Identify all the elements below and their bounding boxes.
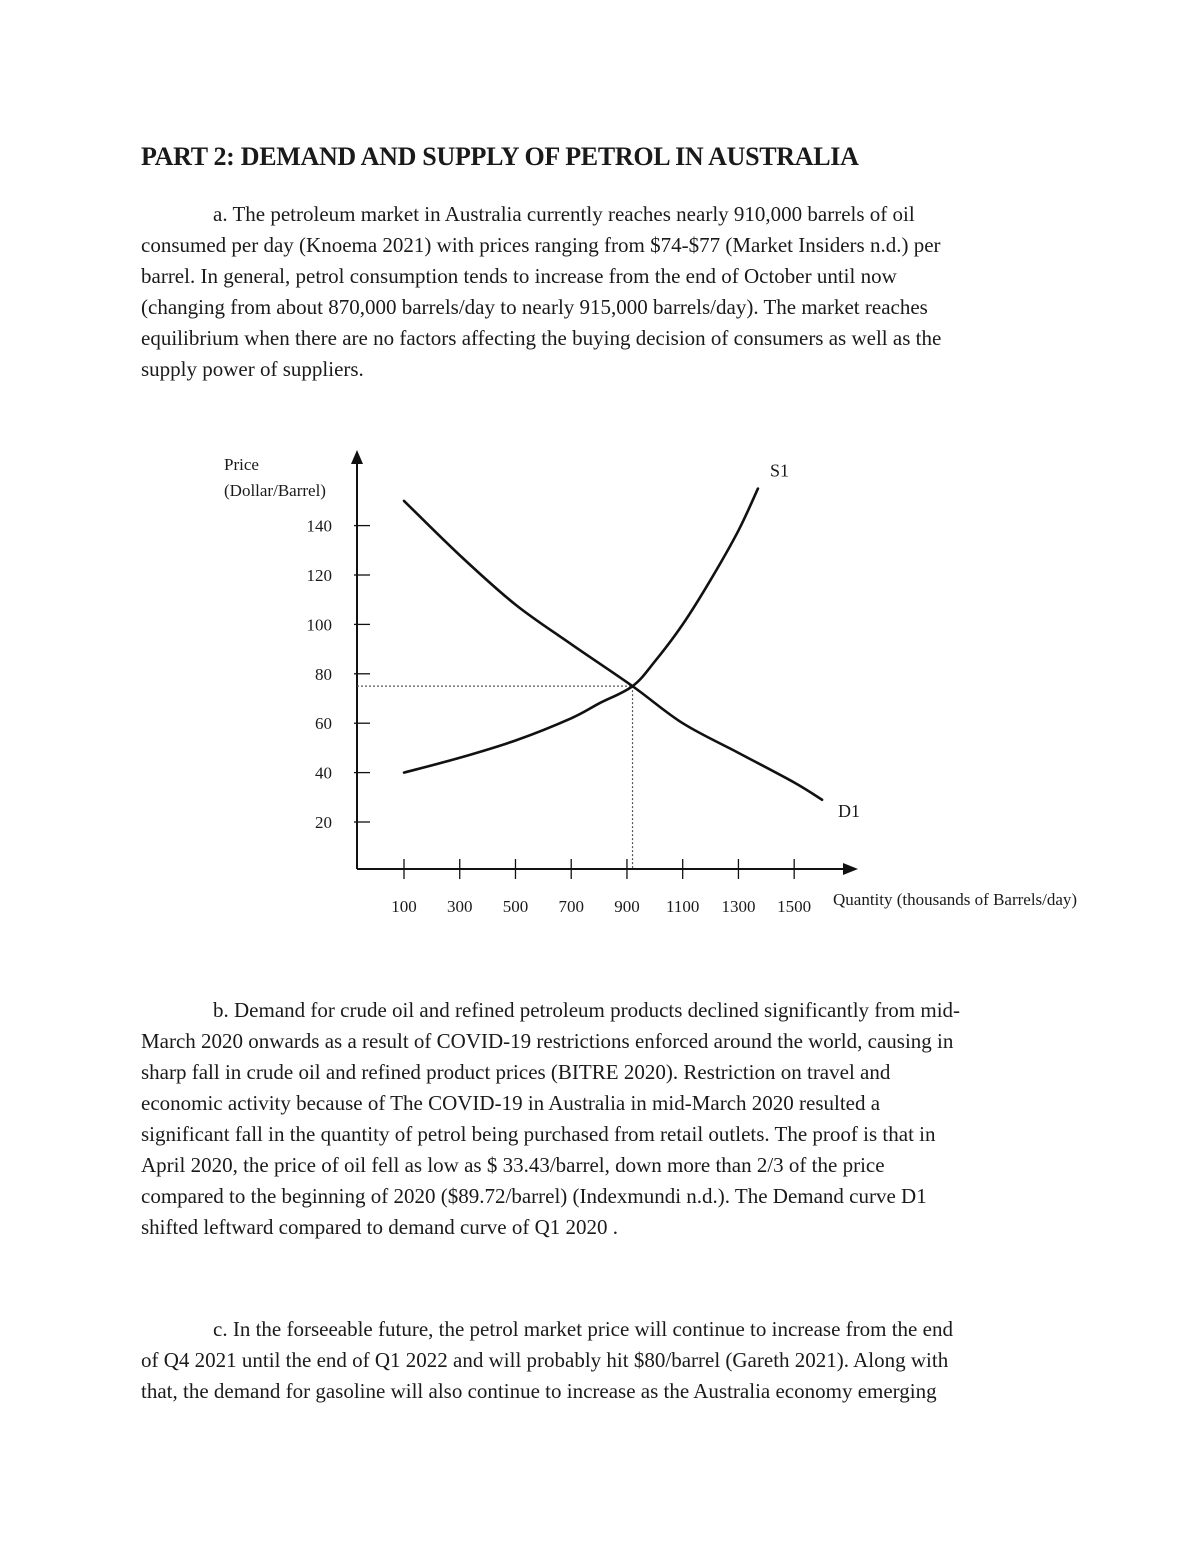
chart-labels [224,455,1077,916]
supply-demand-chart [200,440,1140,930]
y-tick-label: 40 [315,763,332,783]
paragraph-line: a. The petroleum market in Australia currently reaches nearly 910,000 barrels of oil [213,202,915,226]
page-heading: PART 2: DEMAND AND SUPPLY OF PETROL IN AUSTRALIA [141,142,859,171]
paragraph-line: shifted leftward compared to demand curve of Q1 2020 . [141,1215,619,1239]
y-tick-label: 80 [315,664,332,684]
y-tick-label: 20 [315,813,332,832]
paragraph-a [141,199,1061,385]
x-tick-label: 700 [558,897,584,916]
paragraph-line: b. Demand for crude oil and refined petroleum products declined significantly from mid- [213,998,961,1022]
paragraph-line: March 2020 onwards as a result of COVID-19 restrictions enforced around the world, causing in [141,1029,954,1053]
x-axis-arrow [843,863,858,875]
paragraph-line: equilibrium when there are no factors affecting the buying decision of consumers as well as the [141,326,942,350]
paragraph-line: of Q4 2021 until the end of Q1 2022 and will probably hit $80/barrel (Gareth 2021). Along with [141,1348,949,1372]
paragraph-line: consumed per day (Knoema 2021) with prices ranging from $74-$77 (Market Insiders n.d.) per [141,233,941,257]
curves [404,489,822,800]
x-tick-label: 900 [614,897,640,916]
paragraph-line: supply power of suppliers. [141,357,364,381]
x-tick-label: 1300 [721,897,756,916]
y-axis-arrow [351,450,363,464]
paragraph-c [141,1314,1061,1407]
y-axis-unit: (Dollar/Barrel) [224,481,326,500]
y-tick-label: 140 [306,516,332,536]
paragraph-line: significant fall in the quantity of petrol being purchased from retail outlets. The proof is that in [141,1122,936,1146]
x-tick-label: 300 [446,897,473,916]
curve-label-d1: D1 [838,800,861,821]
y-tick-label: 120 [306,566,332,585]
paragraph-line: sharp fall in crude oil and refined product prices (BITRE 2020). Restriction on travel and [141,1060,891,1084]
y-axis-title: Price [224,455,259,474]
x-tick-label: 100 [391,897,417,916]
paragraph-line: barrel. In general, petrol consumption tends to increase from the end of October until now [141,264,897,288]
chart-canvas [200,440,1140,930]
paragraph-line: (changing from about 870,000 barrels/day to nearly 915,000 barrels/day). The market reaches [141,295,928,319]
y-tick-label: 100 [306,615,332,635]
x-axis-title: Quantity (thousands of Barrels/day) [833,890,1078,909]
axes [351,450,861,879]
equilibrium-guides [357,686,633,869]
paragraph-line: April 2020, the price of oil fell as low as $ 33.43/barrel, down more than 2/3 of the price [141,1153,885,1177]
y-tick-label: 60 [315,714,332,734]
paragraph-line: economic activity because of The COVID-19 in Australia in mid-March 2020 resulted a [141,1091,881,1115]
curve-label-s1: S1 [769,460,789,481]
x-tick-label: 500 [502,897,529,916]
paragraph-line: that, the demand for gasoline will also continue to increase as the Australia economy emerging [141,1379,937,1403]
x-tick-label: 1100 [666,897,700,916]
paragraph-b [141,995,1061,1243]
x-tick-label: 1500 [777,897,812,916]
paragraph-line: c. In the forseeable future, the petrol market price will continue to increase from the end [213,1317,953,1341]
paragraph-line: compared to the beginning of 2020 ($89.72/barrel) (Indexmundi n.d.). The Demand curve D1 [141,1184,927,1208]
curve-s1 [404,489,758,773]
